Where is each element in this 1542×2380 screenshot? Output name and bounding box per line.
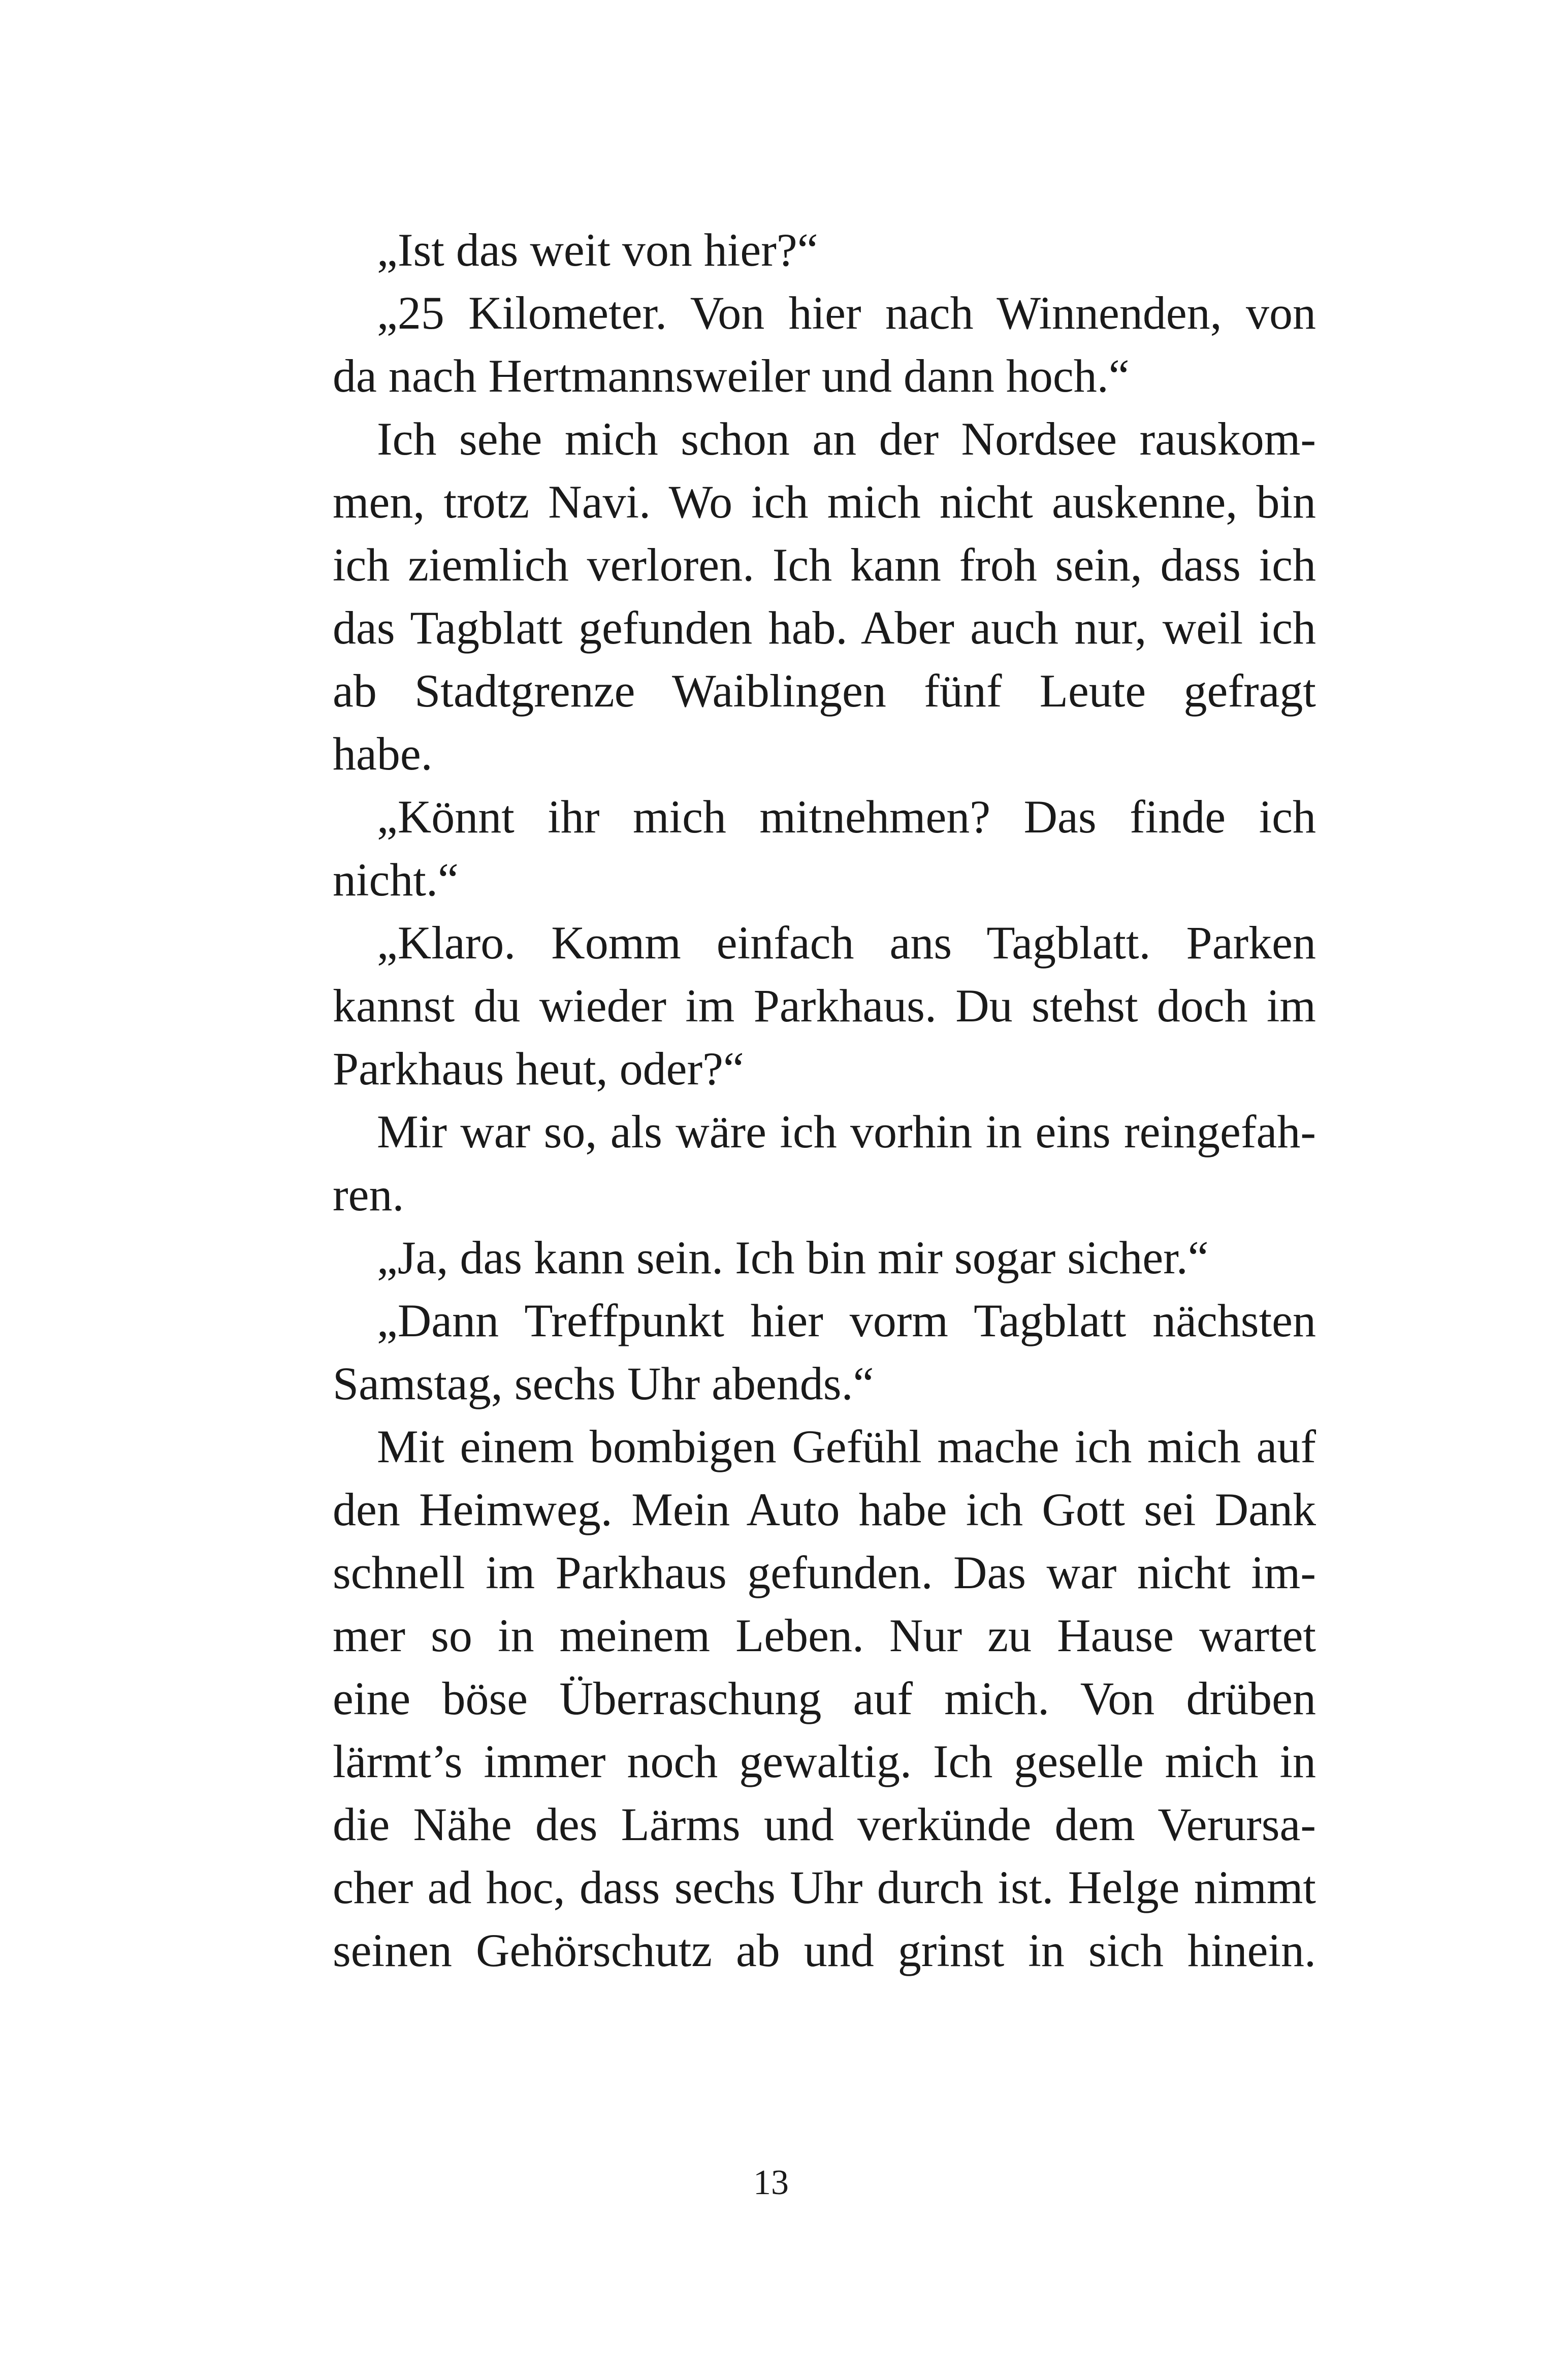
text-line: da nach Hertmannsweiler und dann hoch.“ <box>333 350 1130 402</box>
text-line: cher ad hoc, dass sechs Uhr durch ist. Helge nimmt <box>333 1861 1316 1913</box>
text-line: ich ziemlich verloren. Ich kann froh sein, dass ich <box>333 539 1316 591</box>
text-line: schnell im Parkhaus gefunden. Das war nicht im- <box>333 1547 1316 1598</box>
text-line: „Klaro. Komm einfach ans Tagblatt. Parken <box>377 917 1316 969</box>
text-line: „Ja, das kann sein. Ich bin mir sogar sicher.“ <box>377 1232 1209 1283</box>
text-line: „25 Kilometer. Von hier nach Winnenden, von <box>377 287 1316 339</box>
text-line: Parkhaus heut, oder?“ <box>333 1043 744 1095</box>
text-line: den Heimweg. Mein Auto habe ich Gott sei Dank <box>333 1484 1316 1535</box>
text-line: ab Stadtgrenze Waiblingen fünf Leute gefragt <box>333 665 1316 717</box>
text-line: „Dann Treffpunkt hier vorm Tagblatt nächsten <box>377 1295 1316 1346</box>
text-line: seinen Gehörschutz ab und grinst in sich hinein. <box>333 1924 1316 1976</box>
text-line: Mir war so, als wäre ich vorhin in eins reingefah- <box>377 1106 1316 1157</box>
text-line: ren. <box>333 1169 404 1220</box>
text-line: Ich sehe mich schon an der Nordsee rauskom- <box>377 413 1316 465</box>
body-text <box>333 218 1316 1982</box>
text-line: mer so in meinem Leben. Nur zu Hause wartet <box>333 1610 1316 1661</box>
text-line: lärmt’s immer noch gewaltig. Ich geselle mich in <box>333 1735 1316 1787</box>
text-line: die Nähe des Lärms und verkünde dem Verursa- <box>333 1798 1316 1850</box>
text-line: men, trotz Navi. Wo ich mich nicht auskenne, bin <box>333 476 1316 528</box>
text-line: Mit einem bombigen Gefühl mache ich mich auf <box>377 1421 1316 1472</box>
page-number: 13 <box>753 2163 789 2202</box>
text-line: „Könnt ihr mich mitnehmen? Das finde ich <box>377 791 1316 843</box>
text-line: „Ist das weit von hier?“ <box>377 224 818 276</box>
text-line: Samstag, sechs Uhr abends.“ <box>333 1358 874 1409</box>
text-line: eine böse Überraschung auf mich. Von drüben <box>333 1673 1316 1724</box>
text-line: kannst du wieder im Parkhaus. Du stehst doch im <box>333 980 1316 1032</box>
text-line: habe. <box>333 728 433 780</box>
text-line: das Tagblatt gefunden hab. Aber auch nur, weil ich <box>333 602 1316 654</box>
text-line: nicht.“ <box>333 854 459 906</box>
